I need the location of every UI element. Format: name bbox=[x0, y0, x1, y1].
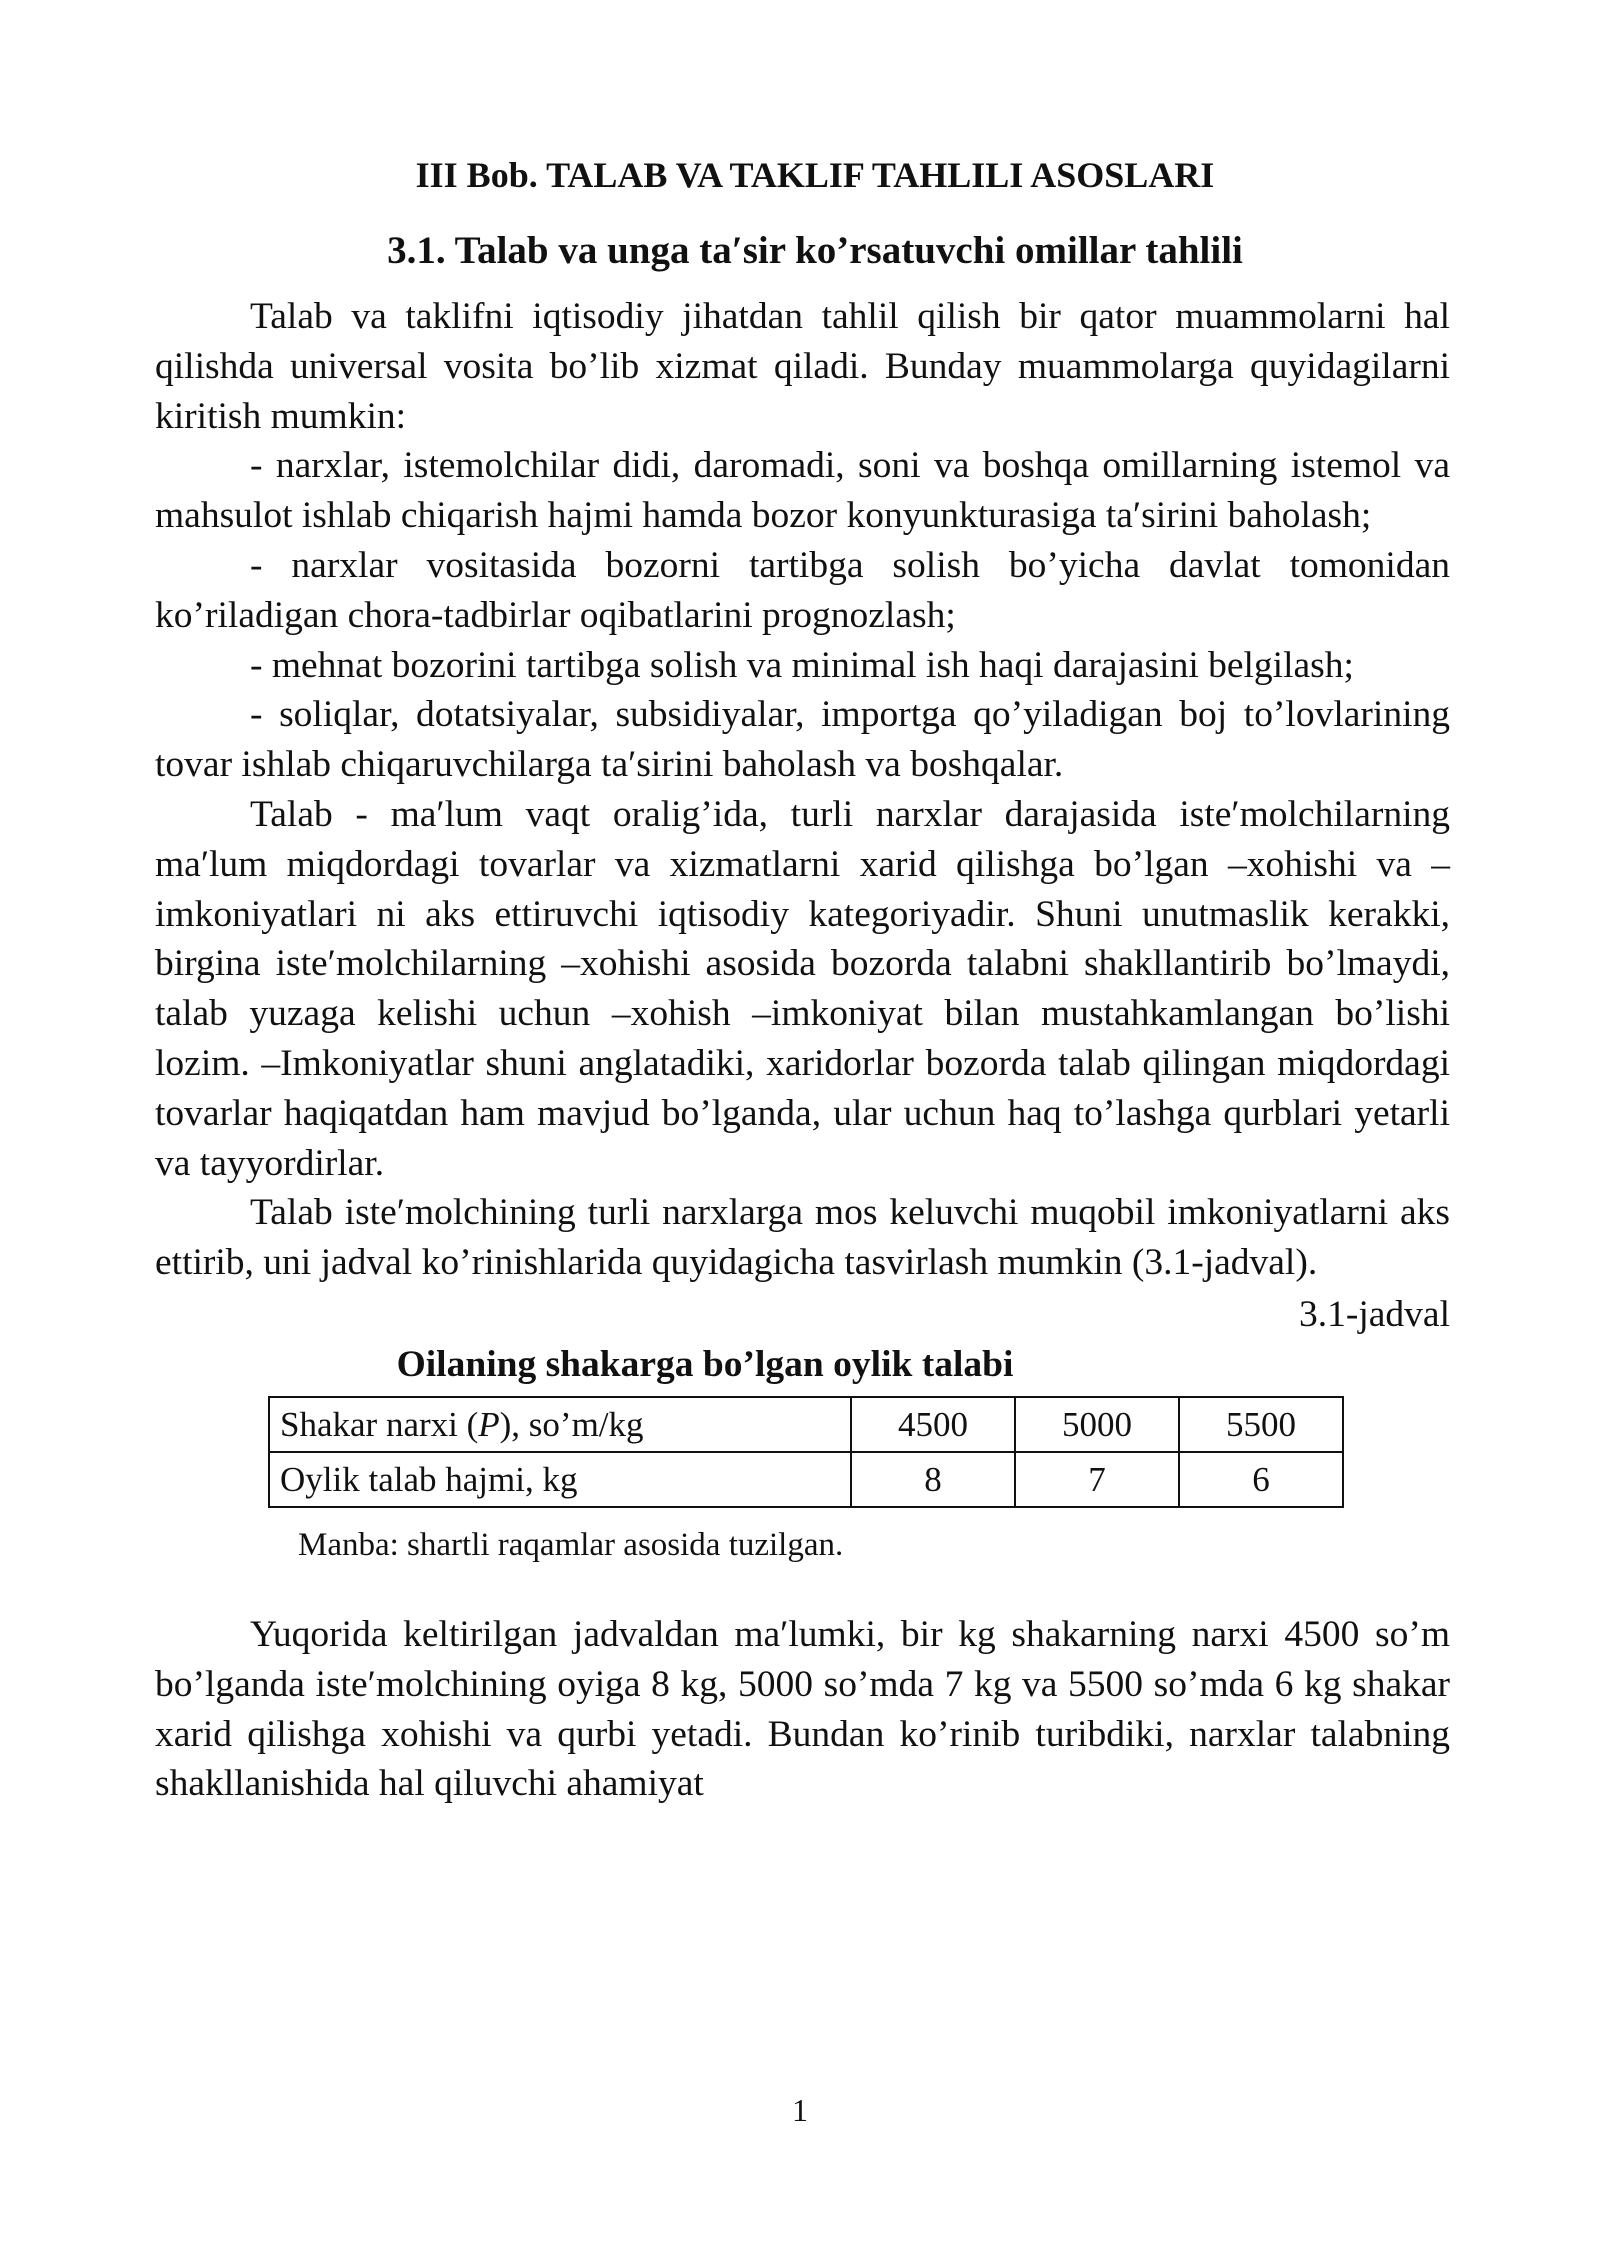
paragraph-intro: Talab va taklifni iqtisodiy jihatdan tahlil qilish bir qator muammolarni hal qilishda universal vosita bo’lib xizmat qiladi. Bunday muammolarga quyidagilarni kiritish mumkin: bbox=[155, 296, 1450, 437]
table-cell: 4500 bbox=[851, 1397, 1015, 1452]
list-item-regulation: - narxlar vositasida bozorni tartibga solish bo’yicha davlat tomonidan ko’riladigan chora-tadbirlar oqibatlarini prognozlash; bbox=[155, 544, 1450, 636]
paragraph-table-analysis: Yuqorida keltirilgan jadvaldan ma′lumki, bir kg shakarning narxi 4500 so’m bo’lganda iste′molchining oyiga 8 kg, 5000 so’mda 7 kg va 5500 so’mda 6 kg shakar xarid qilishga xohishi va qurbi yetadi. Bundan ko’rinib turibdiki, narxlar talabning shakllanishida hal qiluvchi ahamiyat bbox=[155, 1613, 1450, 1805]
section-title: 3.1. Talab va unga ta′sir ko’rsatuvchi omillar tahlili bbox=[387, 229, 1243, 272]
page-number: 1 bbox=[792, 2092, 808, 2128]
list-item-labor-market: - mehnat bozorini tartibga solish va minimal ish haqi darajasini belgilash; bbox=[250, 644, 1354, 686]
table-caption: Oilaning shakarga bo’lgan oylik talabi bbox=[396, 1343, 1014, 1385]
table-cell: 6 bbox=[1179, 1452, 1343, 1507]
body-text-continued bbox=[155, 1610, 1450, 1809]
source-note: Manba: shartli raqamlar asosida tuzilgan. bbox=[298, 1526, 844, 1563]
paragraph-demand-table-intro: Talab iste′molchining turli narxlarga mos keluvchi muqobil imkoniyatlarni aks ettirib, uni jadval ko’rinishlarida quyidagicha tasvirlash mumkin (3.1-jadval). bbox=[155, 1192, 1450, 1284]
table-cell-label: Shakar narxi (P), so’m/kg bbox=[269, 1397, 851, 1452]
table-cell: 7 bbox=[1015, 1452, 1179, 1507]
table-cell-label: Oylik talab hajmi, kg bbox=[269, 1452, 851, 1507]
table-cell: 5000 bbox=[1015, 1397, 1179, 1452]
paragraph-demand-definition: Talab - ma′lum vaqt oralig’ida, turli narxlar darajasida iste′molchilarning ma′lum miqdordagi tovarlar va xizmatlarni xarid qilishga bo’lgan –xohishi va –imkoniyatlari ni aks ettiruvchi iqtisodiy kategoriyadir. Shuni unutmaslik kerakki, birgina iste′molchilarning –xohishi asosida bozorda talabni shakllantirib bo’lmaydi, talab yuzaga kelishi uchun –xohish –imkoniyat bilan mustahkamlangan bo’lishi lozim. –Imkoniyatlar shuni anglatadiki, xaridorlar bozorda talab qilingan miqdordagi tovarlar haqiqatdan ham mavjud bo’lganda, ular uchun haq to’lashga qurblari yetarli va tayyordirlar. bbox=[155, 793, 1450, 1184]
chapter-title: III Bob. TALAB VA TAKLIF TAHLILI ASOSLARI bbox=[415, 155, 1215, 195]
table-cell: 5500 bbox=[1179, 1397, 1343, 1452]
list-item-taxes: - soliqlar, dotatsiyalar, subsidiyalar, importga qo’yiladigan boj to’lovlarining tovar ishlab chiqaruvchilarga ta′sirini baholash va boshqalar. bbox=[155, 694, 1450, 786]
list-item-prices: - narxlar, istemolchilar didi, daromadi, soni va boshqa omillarning istemol va mahsulot ishlab chiqarish hajmi hamda bozor konyunkturasiga ta′sirini baholash; bbox=[155, 445, 1450, 537]
table-label: 3.1-jadval bbox=[1299, 1293, 1450, 1335]
table-row-price bbox=[269, 1397, 1343, 1452]
demand-table bbox=[268, 1396, 1344, 1508]
page-content bbox=[155, 150, 1450, 1809]
table-cell: 8 bbox=[851, 1452, 1015, 1507]
body-text bbox=[155, 292, 1450, 1288]
table-row-quantity bbox=[269, 1452, 1343, 1507]
